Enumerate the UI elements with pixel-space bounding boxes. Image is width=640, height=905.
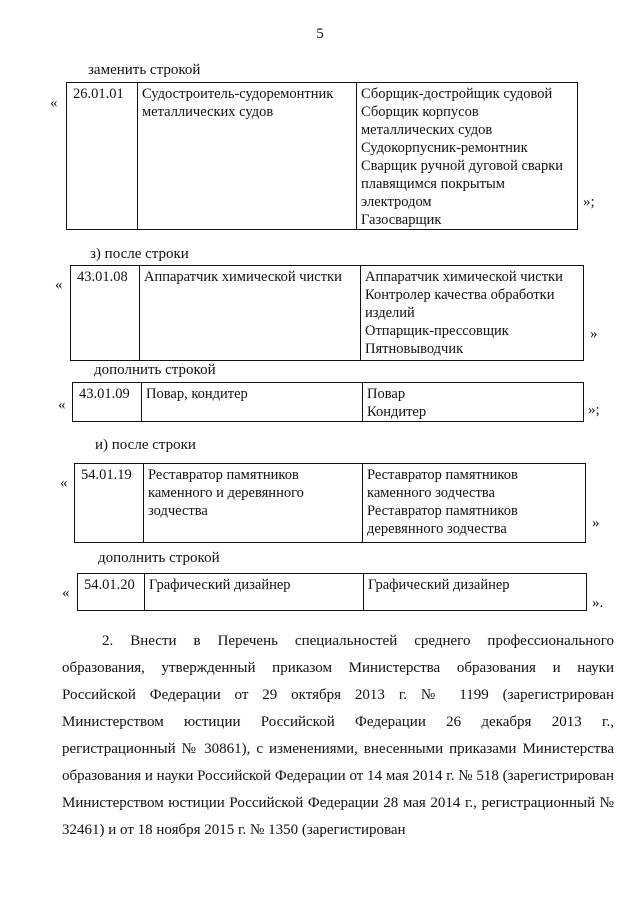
qualification-line: Повар xyxy=(367,386,406,402)
closing-quote: » xyxy=(590,326,598,342)
qualification-line: Отпарщик-прессовщик xyxy=(365,323,509,339)
qualification-line: Кондитер xyxy=(367,404,427,420)
entry-table-54-01-20 xyxy=(77,573,587,611)
entry-table-54-01-19 xyxy=(74,463,586,543)
entry-table-26-01-01 xyxy=(66,82,578,230)
open-quote: « xyxy=(60,475,68,491)
specialty-cell: Графический дизайнер xyxy=(145,574,364,611)
paragraph-text: 2. Внести в Перечень специальностей среднего профессионального образования, утвержденный приказом Министерства образования и науки Российской Федерации от 29 октября 2013 г. № 1199 (зарегистрирован Министерством юстиции Российской Федерации 26 декабря 2013 г., регистрационный № 30861), с изменениями, внесенными приказами Министерства образования и науки Российской Федерации от 14 мая 2014 г. № 518 (зарегистрирован Министерством юстиции Российской Федерации 28 мая 2014 г., регистрационный № 32461) и от 18 ноября 2015 г. № 1350 (зарегистирован xyxy=(62,633,614,838)
code-cell: 54.01.19 xyxy=(75,464,144,543)
specialty-cell: Судостроитель-судоремонтник металлических судов xyxy=(138,83,357,230)
caption-add-row: дополнить строкой xyxy=(94,362,216,378)
qualification-line: деревянного зодчества xyxy=(367,521,507,537)
qualification-line: металлических судов xyxy=(361,122,493,138)
open-quote: « xyxy=(58,397,66,413)
specialty-cell: Повар, кондитер xyxy=(142,383,363,422)
qualification-line: Пятновыводчик xyxy=(365,341,464,357)
code-cell: 54.01.20 xyxy=(78,574,145,611)
open-quote: « xyxy=(62,585,70,601)
qualifications-cell xyxy=(357,83,578,230)
caption-after-row: и) после строки xyxy=(95,437,196,453)
open-quote: « xyxy=(50,95,58,111)
closing-quote: »; xyxy=(588,402,600,418)
specialty-cell: Аппаратчик химической чистки xyxy=(140,266,361,361)
qualification-line: Газосварщик xyxy=(361,212,442,228)
qualification-line: Сборщик-достройщик судовой xyxy=(361,86,553,102)
qualification-line: каменного зодчества xyxy=(367,485,495,501)
entry-table-43-01-09 xyxy=(72,382,584,422)
code-cell: 43.01.09 xyxy=(73,383,142,422)
qualification-line: изделий xyxy=(365,305,415,321)
closing-quote: ». xyxy=(592,595,604,611)
qualifications-cell xyxy=(363,383,584,422)
specialty-cell: Реставратор памятников каменного и деревянного зодчества xyxy=(144,464,363,543)
code-cell: 43.01.08 xyxy=(71,266,140,361)
qualification-line: Аппаратчик химической чистки xyxy=(365,269,563,285)
qualification-line: Сварщик ручной дуговой сварки xyxy=(361,158,564,174)
code-cell: 26.01.01 xyxy=(67,83,138,230)
closing-quote: »; xyxy=(583,194,595,210)
qualification-line: Сборщик корпусов xyxy=(361,104,479,120)
qualification-line: Контролер качества обработки xyxy=(365,287,555,303)
qualifications-cell xyxy=(361,266,584,361)
qualification-line: плавящимся покрытым xyxy=(361,176,505,192)
entry-table-43-01-08 xyxy=(70,265,584,361)
qualification-line: Реставратор памятников xyxy=(367,467,518,483)
qualifications-cell xyxy=(363,464,586,543)
qualification-line: Графический дизайнер xyxy=(368,577,510,593)
caption-after-row: з) после строки xyxy=(90,246,189,262)
closing-quote: » xyxy=(592,515,600,531)
open-quote: « xyxy=(55,277,63,293)
qualifications-cell xyxy=(364,574,587,611)
caption-replace-row: заменить строкой xyxy=(88,62,201,78)
qualification-line: электродом xyxy=(361,194,432,210)
page-number: 5 xyxy=(316,26,324,42)
paragraph-item-2 xyxy=(62,628,614,844)
caption-add-row: дополнить строкой xyxy=(98,550,220,566)
qualification-line: Реставратор памятников xyxy=(367,503,518,519)
qualification-line: Судокорпусник-ремонтник xyxy=(361,140,528,156)
